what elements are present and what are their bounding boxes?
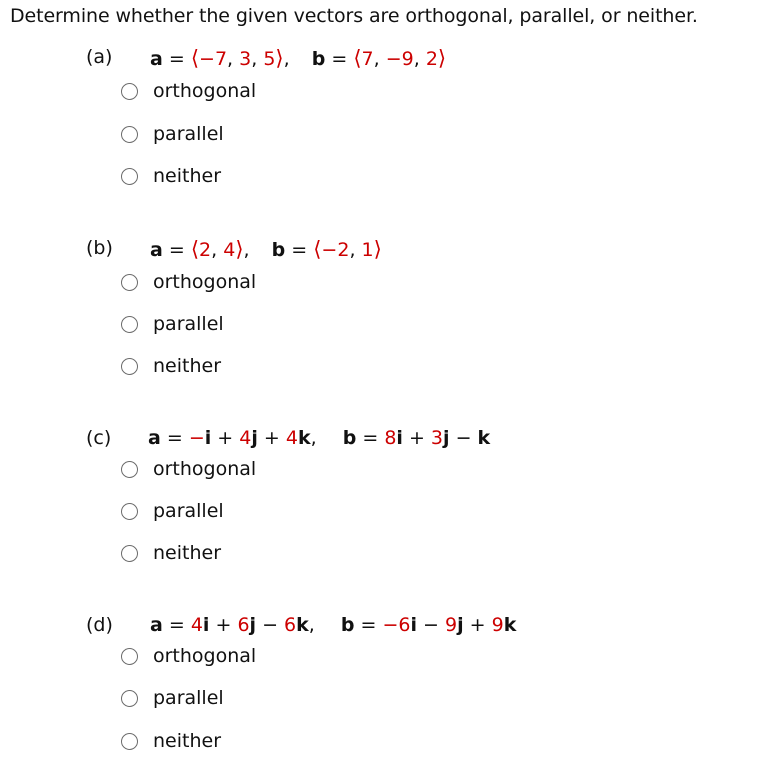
option-label: orthogonal [153, 80, 257, 102]
option-label: parallel [153, 500, 224, 522]
b-coefficient-j: 9 [445, 614, 458, 636]
part-d [0, 614, 778, 784]
radio-neither[interactable] [121, 353, 221, 379]
option-label: neither [153, 165, 222, 187]
a-component-1: −7 [199, 48, 228, 70]
vector-b-name: b [340, 614, 355, 636]
instruction-text: Determine whether the given vectors are orthogonal, parallel, or neither. [10, 5, 698, 27]
part-c [0, 427, 778, 597]
angle-bracket-left: ⟨ [190, 237, 200, 261]
a-component-2: 4 [223, 239, 236, 261]
radio-orthogonal[interactable] [121, 78, 256, 104]
b-component-3: 2 [425, 48, 438, 70]
vector-b-name: b [311, 48, 326, 70]
radio-parallel[interactable] [121, 685, 224, 711]
b-component-1: −2 [321, 239, 350, 261]
radio-neither[interactable] [121, 728, 221, 754]
option-label: parallel [153, 313, 224, 335]
vector-equation: a = −i + 4j + 4k, b = 8i + 3j − k [148, 427, 491, 449]
radio-button[interactable] [121, 690, 138, 707]
part-label: (b) [86, 237, 113, 259]
angle-bracket-left: ⟨ [353, 46, 362, 70]
angle-bracket-right: ⟩ [235, 237, 244, 261]
part-a [0, 46, 778, 216]
a-coefficient-i: − [188, 427, 205, 449]
a-coefficient-j: 4 [239, 427, 252, 449]
vector-a-name: a [150, 614, 163, 636]
angle-bracket-left: ⟨ [313, 237, 322, 261]
radio-neither[interactable] [121, 163, 221, 189]
option-label: neither [153, 355, 222, 377]
a-component-1: 2 [199, 239, 212, 261]
vector-b-name: b [271, 239, 286, 261]
angle-bracket-left: ⟨ [190, 46, 200, 70]
a-coefficient-i: 4 [190, 614, 203, 636]
angle-bracket-right: ⟩ [373, 237, 382, 261]
option-label: parallel [153, 123, 224, 145]
radio-parallel[interactable] [121, 311, 224, 337]
a-component-2: 3 [239, 48, 252, 70]
option-label: parallel [153, 687, 224, 709]
b-component-1: 7 [361, 48, 374, 70]
radio-orthogonal[interactable] [121, 456, 256, 482]
radio-parallel[interactable] [121, 121, 224, 147]
b-coefficient-j: 3 [430, 427, 444, 449]
part-label: (a) [86, 46, 113, 68]
radio-button[interactable] [121, 274, 138, 291]
a-coefficient-k: 6 [284, 614, 297, 636]
radio-button[interactable] [121, 733, 138, 750]
option-label: neither [153, 542, 222, 564]
vector-equation: a = ⟨2, 4⟩, b = ⟨−2, 1⟩ [150, 237, 382, 261]
b-coefficient-k: 9 [491, 614, 504, 636]
radio-button[interactable] [121, 168, 138, 185]
option-label: orthogonal [153, 645, 257, 667]
radio-button[interactable] [121, 83, 138, 100]
radio-parallel[interactable] [121, 498, 224, 524]
option-label: orthogonal [153, 458, 257, 480]
radio-button[interactable] [121, 503, 138, 520]
a-coefficient-j: 6 [237, 614, 250, 636]
b-coefficient-i: 8 [384, 427, 397, 449]
radio-neither[interactable] [121, 540, 221, 566]
option-label: orthogonal [153, 271, 257, 293]
option-label: neither [153, 730, 222, 752]
b-component-2: −9 [385, 48, 414, 70]
radio-button[interactable] [121, 358, 138, 375]
vector-equation: a = 4i + 6j − 6k, b = −6i − 9j + 9k [150, 614, 517, 636]
a-coefficient-k: 4 [285, 427, 298, 449]
vector-a-name: a [150, 239, 163, 261]
b-coefficient-i: −6 [382, 614, 411, 636]
part-label: (d) [86, 614, 113, 636]
radio-orthogonal[interactable] [121, 643, 256, 669]
angle-bracket-right: ⟩ [275, 46, 284, 70]
radio-orthogonal[interactable] [121, 269, 256, 295]
vector-a-name: a [148, 427, 161, 449]
part-label: (c) [86, 427, 112, 449]
vector-equation: a = ⟨−7, 3, 5⟩, b = ⟨7, −9, 2⟩ [150, 46, 447, 70]
a-component-3: 5 [263, 48, 276, 70]
radio-button[interactable] [121, 648, 138, 665]
radio-button[interactable] [121, 126, 138, 143]
radio-button[interactable] [121, 461, 138, 478]
angle-bracket-right: ⟩ [437, 46, 447, 70]
part-b [0, 237, 778, 407]
vector-a-name: a [150, 48, 163, 70]
b-component-2: 1 [361, 239, 374, 261]
vector-b-name: b [342, 427, 357, 449]
radio-button[interactable] [121, 545, 138, 562]
radio-button[interactable] [121, 316, 138, 333]
